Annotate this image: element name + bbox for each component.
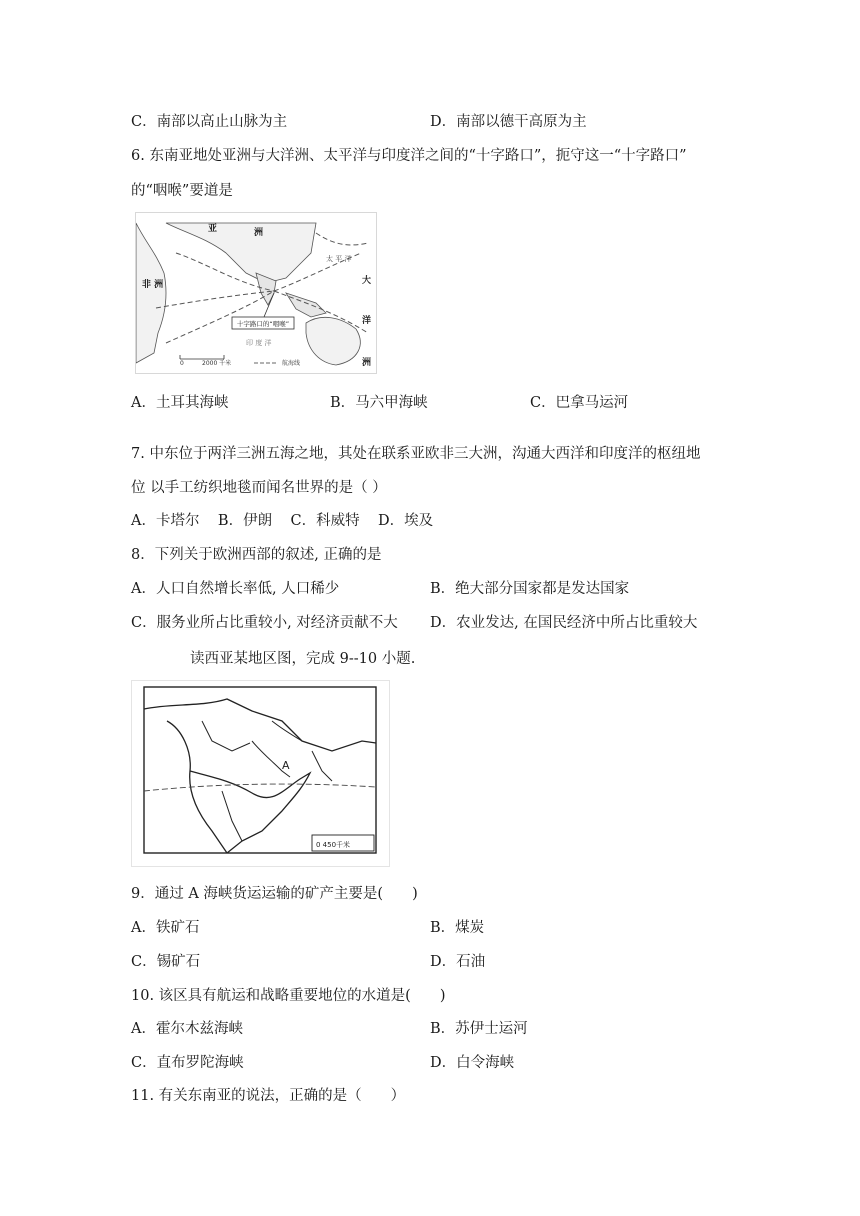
- q11-stem: 11. 有关东南亚的说法，正确的是（ ）: [131, 1088, 406, 1104]
- q10-option-a: A．霍尔木兹海峡: [131, 1021, 243, 1037]
- q9-option-b: B．煤炭: [430, 920, 485, 936]
- southeast-asia-map: [135, 212, 377, 374]
- q10-option-b: B．苏伊士运河: [430, 1021, 528, 1037]
- q8-option-c: C．服务业所占比重较小, 对经济贡献不大: [131, 615, 398, 631]
- q8-stem: 8．下列关于欧洲西部的叙述, 正确的是: [131, 547, 382, 563]
- map-label-asia-2: 洲: [254, 228, 264, 238]
- q5-option-d: D．南部以德干高原为主: [430, 114, 587, 130]
- map-label-asia: 亚: [208, 224, 218, 234]
- map-callout-label: 十字路口的“咽喉”: [236, 320, 290, 328]
- map2-scale: 0 450千米: [316, 841, 351, 849]
- q6-stem-line2: 的“咽喉”要道是: [131, 183, 233, 199]
- q6-option-b: B．马六甲海峡: [330, 395, 428, 411]
- map-legend-shipping-line: 航海线: [282, 360, 301, 367]
- map-label-africa: 非 洲: [142, 280, 164, 290]
- q6-option-a: A．土耳其海峡: [131, 395, 229, 411]
- strait-a-label: A: [282, 759, 290, 772]
- map-label-oceania-2: 洋: [362, 316, 372, 326]
- q10-option-d: D．白令海峡: [430, 1055, 515, 1071]
- map-label-oceania-3: 洲: [362, 358, 372, 368]
- q7-stem-line1: 7. 中东位于两洋三洲五海之地，其处在联系亚欧非三大洲，沟通大西洋和印度洋的枢纽地: [131, 446, 701, 462]
- q8-option-b: B．绝大部分国家都是发达国家: [430, 581, 630, 597]
- q5-option-c: C．南部以高止山脉为主: [131, 114, 288, 130]
- q9-option-a: A．铁矿石: [131, 920, 200, 936]
- q7-stem-line2: 位 以手工纺织地毯而闻名世界的是（ ）: [131, 480, 387, 496]
- q6-option-c: C．巴拿马运河: [530, 395, 629, 411]
- west-asia-map: [131, 680, 390, 867]
- q9-stem: 9．通过 A 海峡货运运输的矿产主要是( ): [131, 886, 418, 902]
- q10-stem: 10. 该区具有航运和战略重要地位的水道是( ): [131, 988, 446, 1004]
- map-scale-zero: 0: [180, 360, 184, 367]
- q7-options: A．卡塔尔 B．伊朗 C．科威特 D．埃及: [131, 513, 434, 529]
- map-label-pacific: 太 平 洋: [326, 255, 352, 263]
- q9-option-d: D．石油: [430, 954, 486, 970]
- q9-option-c: C．锡矿石: [131, 954, 201, 970]
- map-scale-distance: 2000 千米: [202, 360, 232, 367]
- map-label-oceania-1: 大: [362, 276, 372, 286]
- west-asia-map-drawing: [132, 681, 389, 866]
- map-label-indian-ocean: 印 度 洋: [246, 339, 272, 347]
- reading-instruction: 读西亚某地区图，完成 9--10 小题.: [190, 651, 416, 667]
- southeast-asia-map-drawing: [136, 213, 376, 373]
- q6-stem-line1: 6. 东南亚地处亚洲与大洋洲、太平洋与印度洋之间的“十字路口”，扼守这一“十字路口”: [131, 148, 687, 164]
- q8-option-a: A．人口自然增长率低, 人口稀少: [131, 581, 340, 597]
- q8-option-d: D．农业发达, 在国民经济中所占比重较大: [430, 615, 698, 631]
- q10-option-c: C．直布罗陀海峡: [131, 1055, 244, 1071]
